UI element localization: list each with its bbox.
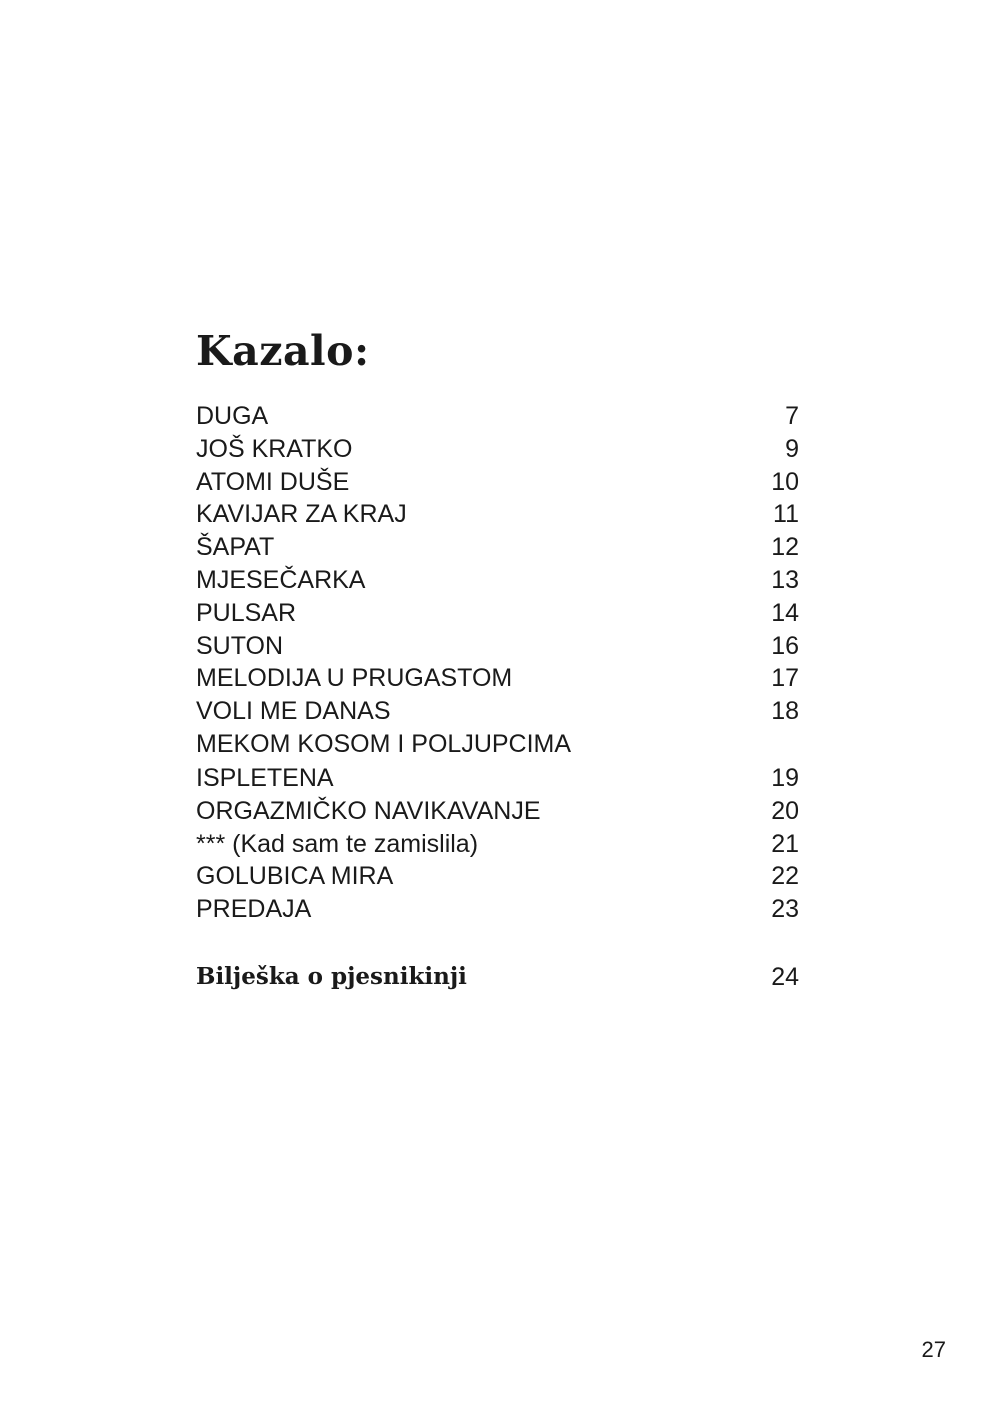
toc-entry-title: JOŠ KRATKO [196, 434, 353, 463]
toc-entry [196, 728, 799, 762]
toc-entry-page: 16 [771, 631, 799, 660]
page-number: 27 [921, 1337, 946, 1362]
toc-entry-page: 19 [771, 763, 799, 792]
toc-list [196, 400, 799, 926]
toc-entry-title: ŠAPAT [196, 533, 275, 562]
toc-entry-page: 12 [771, 533, 799, 562]
toc-entry-title: MJESEČARKA [196, 565, 366, 594]
toc-entry [196, 400, 799, 433]
toc-entry [196, 860, 799, 893]
toc-entry-title: ATOMI DUŠE [196, 467, 350, 496]
toc-entry [196, 498, 799, 531]
toc-entry-page: 9 [785, 434, 799, 463]
toc-entry-page: 22 [771, 862, 799, 891]
toc-entry-title: MEKOM KOSOM I POLJUPCIMA [196, 729, 572, 758]
toc-entry-page: 20 [771, 796, 799, 825]
toc-entry-page: 10 [771, 467, 799, 496]
toc-entry-title: MELODIJA U PRUGASTOM [196, 664, 513, 693]
toc-entry-title: *** (Kad sam te zamislila) [196, 829, 479, 858]
toc-entry-page: 14 [771, 598, 799, 627]
toc-entry-title: ISPLETENA [196, 763, 334, 792]
toc-entry-title: ORGAZMIČKO NAVIKAVANJE [196, 796, 541, 825]
toc-entry [196, 466, 799, 499]
toc-entry [196, 893, 799, 926]
toc-entry [196, 630, 799, 663]
toc-entry-title: DUGA [196, 402, 269, 430]
toc-entry-title: PULSAR [196, 598, 297, 627]
toc-entry-title: VOLI ME DANAS [196, 697, 391, 726]
toc-entry-title: KAVIJAR ZA KRAJ [196, 500, 407, 529]
toc-entry [196, 597, 799, 630]
toc-entry-page: 13 [771, 565, 799, 594]
toc-entry-title: GOLUBICA MIRA [196, 862, 394, 891]
toc-entry [196, 762, 799, 795]
toc-entry [196, 433, 799, 466]
toc-note-title: Bilješka o pjesnikinji [196, 963, 467, 990]
toc-entry [196, 531, 799, 564]
toc-entry [196, 828, 799, 861]
toc-entry-page: 23 [771, 895, 799, 924]
toc-note-entry [196, 960, 799, 994]
toc-entry-page: 18 [771, 697, 799, 726]
toc-note-page: 24 [771, 963, 799, 991]
toc-entry-title: PREDAJA [196, 895, 312, 924]
toc-entry-page: 17 [771, 664, 799, 693]
toc-entry-title: SUTON [196, 631, 284, 660]
toc-entry-page: 7 [785, 402, 799, 430]
toc-entry [196, 662, 799, 695]
toc-heading: Kazalo: [196, 327, 370, 375]
toc-entry-page: 11 [773, 500, 799, 529]
toc-entry-page: 21 [771, 829, 799, 858]
toc-entry [196, 695, 799, 728]
toc-entry [196, 795, 799, 828]
toc-entry [196, 564, 799, 597]
